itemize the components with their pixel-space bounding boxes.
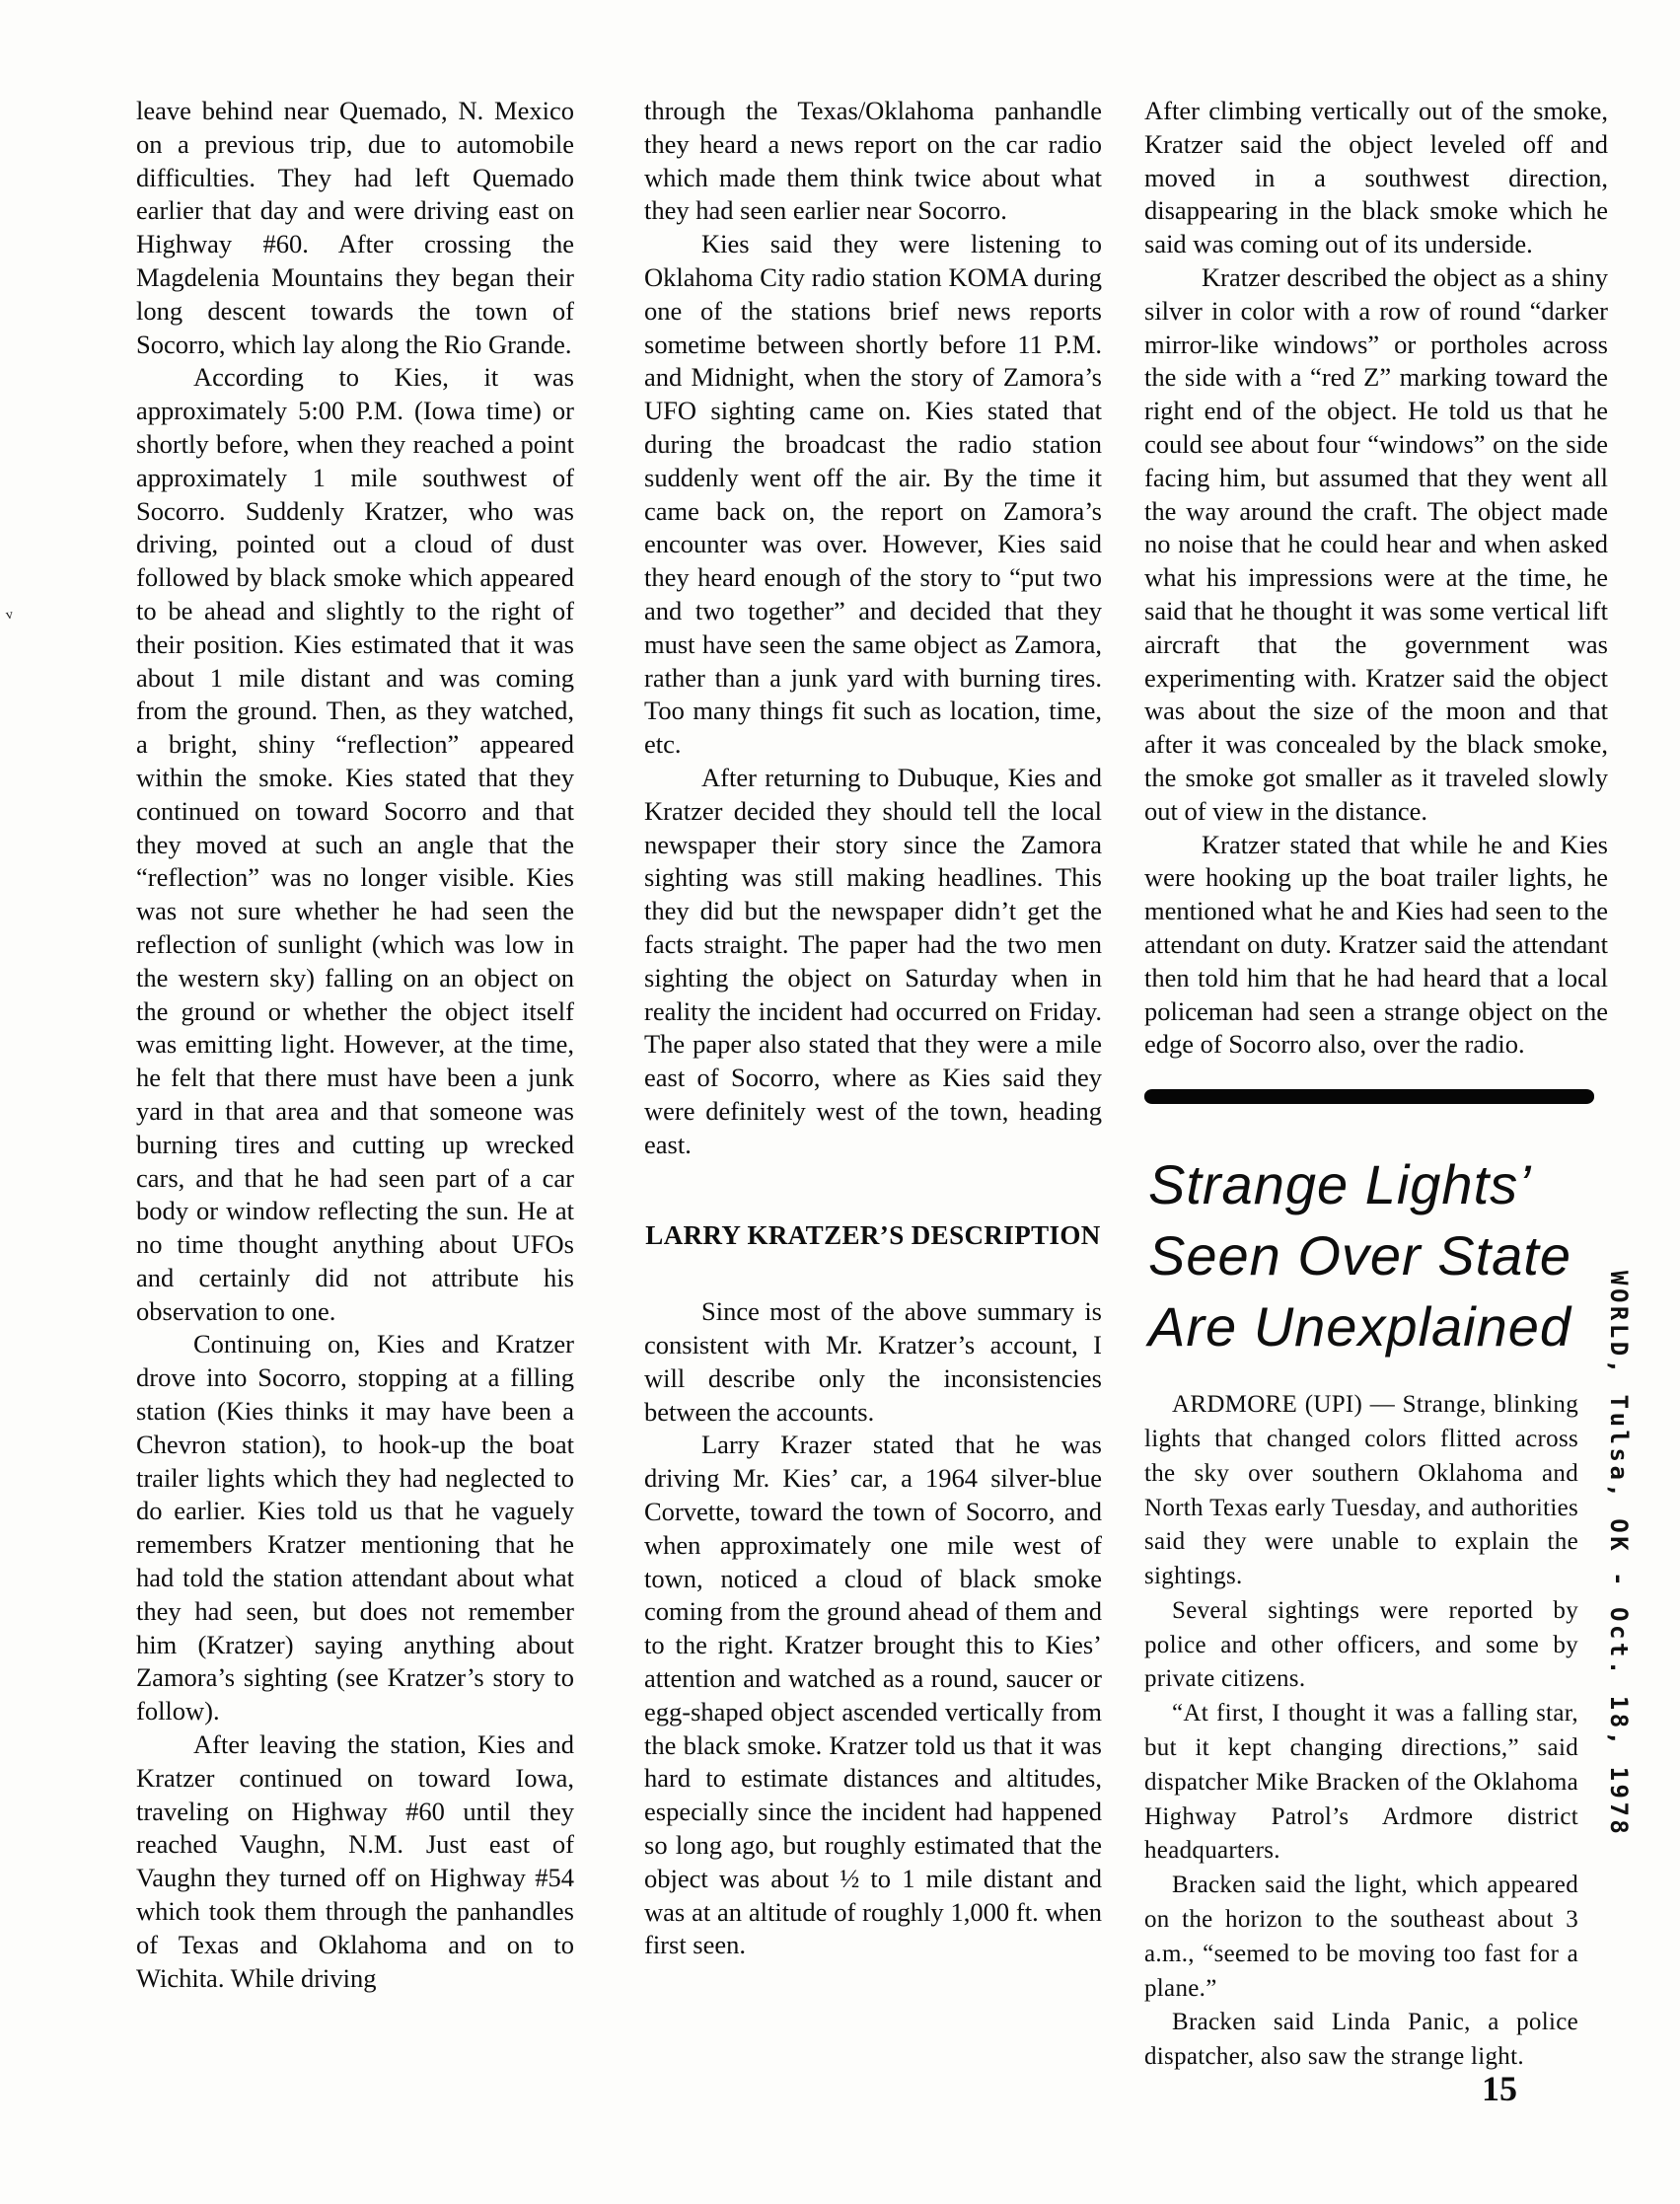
article-paragraph: According to Kies, it was approximately 5:00 P.M. (Iowa time) or shortly before, when they reached a point approximately 1 mile southwest of Socorro. Suddenly Kratzer, who was driving, pointed out a cloud of dust followed by black smoke which appeared to be ahead and slightly to the right of their position. Kies estimated that it was about 1 mile distant and was coming from the ground. Then, as they watched, a bright, shiny “reflection” appeared within the smoke. Kies stated that they continued on toward Socorro and that they moved at such an angle that the “reflection” was no longer visible. Kies was not sure whether he had seen the reflection of sunlight (which was low in the western sky) falling on an object on the ground or whether the object itself was emitting light. However, at the time, he felt that there must have been a junk yard in that area and that someone was burning tires and cutting up wrecked cars, and that he had seen part of a car body or window reflecting the sun. He at no time thought anything about UFOs and certainly did not attribute his observation to one. [136,362,574,1326]
clipping-paragraph: Bracken said Linda Panic, a police dispatcher, also saw the strange light. [1144,2009,1578,2071]
article-paragraph: Larry Krazer stated that he was driving Mr. Kies’ car, a 1964 silver-blue Corvette, toward the town of Socorro, and when approximately one mile west of town, noticed a cloud of black smoke coming from the ground ahead of them and to the right. Kratzer brought this to Kies’ attention and watched as a round, saucer or egg-shaped object ascended vertically from the black smoke. Kratzer told us that it was hard to estimate distances and altitudes, especially since the incident had happened so long ago, but roughly estimated that the object was about ½ to 1 mile distant and was at an altitude of roughly 1,000 ft. when first seen. [644,1430,1102,1960]
section-heading-kratzers-description: LARRY KRATZER’S DESCRIPTION [645,1219,1101,1250]
stray-ink-mark: v [4,607,14,624]
article-column-1 [136,95,574,1995]
article-paragraph: After climbing vertically out of the smoke, Kratzer said the object leveled off and moved in a southwest direction, disappearing in the black smoke which he said was coming out of its underside. [1144,96,1608,259]
news-clipping [1144,1149,1608,2075]
article-paragraph: leave behind near Quemado, N. Mexico on a previous trip, due to automobile difficulties. They had left Quemado earlier that day and were driving east on Highway #60. After crossing the Magdelenia Mountains they began their long descent towards the town of Socorro, which lay along the Rio Grande. [136,96,574,359]
article-paragraph: After returning to Dubuque, Kies and Kratzer decided they should tell the local newspaper their story since the Zamora sighting was still making headlines. This they did but the newspaper didn’t get the facts straight. The paper had the two men sighting the object on Saturday when in reality the incident had occurred on Friday. The paper also stated that they were a mile east of Socorro, where as Kies said they were definitely west of the town, heading east. [644,762,1102,1159]
article-paragraph: Since most of the above summary is consistent with Mr. Kratzer’s account, I will describe only the inconsistencies between the accounts. [644,1296,1102,1427]
page-number: 15 [1482,2069,1517,2108]
hand-drawn-divider-bar [1144,1089,1594,1104]
article-paragraph: through the Texas/Oklahoma panhandle they heard a news report on the car radio which made them think twice about what they had seen earlier near Socorro. [644,96,1102,226]
article-paragraph: Continuing on, Kies and Kratzer drove into Socorro, stopping at a filling station (Kies thinks it may have been a Chevron station), to hook-up the boat trailer lights which they had neglected to do earlier. Kies told us that he vaguely remembers Kratzer mentioning that he had told the station attendant about what they had seen, but does not remember him (Kratzer) saying anything about Zamora’s sighting (see Kratzer’s story to follow). [136,1329,574,1726]
article-column-3 [1144,95,1608,2075]
article-paragraph: Kratzer described the object as a shiny silver in color with a row of round “darker mirror-like windows” or portholes across the side with a “red Z” marking toward the right end of the object. He told us that he could see about four “windows” on the side facing him, but assumed that they went all the way around the craft. The object made no noise that he could hear and when asked what his impressions were at the time, he said that he thought it was some vertical lift aircraft that the government was experimenting with. Kratzer said the object was about the size of the moon and that after it was concealed by the black smoke, the smoke got smaller as it traveled slowly out of view in the distance. [1144,261,1608,826]
source-citation-vertical: WORLD, Tulsa, OK - Oct. 18, 1978 [1605,1271,1633,1838]
clipping-headline [1148,1149,1608,1362]
clipping-paragraph: ARDMORE (UPI) — Strange, blinking lights that changed colors flitted across the sky over southern Oklahoma and North Texas early Tuesday, and authorities said they were unable to explain the sightings. [1144,1391,1578,1590]
article-paragraph: After leaving the station, Kies and Kratzer continued on toward Iowa, traveling on Highway #60 until they reached Vaughn, N.M. Just east of Vaughn they turned off on Highway #54 which took them through the panhandles of Texas and Oklahoma and on to Wichita. While driving [136,1729,574,1993]
article-paragraph: Kratzer stated that while he and Kies were hooking up the boat trailer lights, he mentioned what he and Kies had seen to the attendant on duty. Kratzer said the attendant then told him that he had heard that a local policeman had seen a strange object on the edge of Socorro also, over the radio. [1144,829,1608,1060]
clipping-paragraph: Bracken said the light, which appeared on the horizon to the southeast about 3 a.m., “seemed to be moving too fast for a plane.” [1144,1872,1578,2002]
clipping-paragraph: Several sightings were reported by police and other officers, and some by private citizens. [1144,1596,1578,1693]
headline-line: Strange Lights’ [1148,1153,1532,1216]
clipping-paragraph: “At first, I thought it was a falling star, but it kept changing directions,” said dispatcher Mike Bracken of the Oklahoma Highway Patrol’s Ardmore district headquarters. [1144,1700,1578,1865]
upi-article-body [1144,1388,1578,2075]
article-column-2 [644,95,1102,1962]
article-paragraph: Kies said they were listening to Oklahoma City radio station KOMA during one of the stations brief news reports sometime between shortly before 11 P.M. and Midnight, when the story of Zamora’s UFO sighting came on. Kies stated that during the broadcast the radio station suddenly went off the air. By the time it came back on, the report on Zamora’s encounter was over. However, Kies said they heard enough of the story to “put two and two together” and decided that they must have seen the same object as Zamora, rather than a junk yard with burning tires. Too many things fit such as location, time, etc. [644,229,1102,760]
headline-line: Are Unexplained [1148,1295,1572,1359]
headline-line: Seen Over State [1148,1224,1572,1287]
